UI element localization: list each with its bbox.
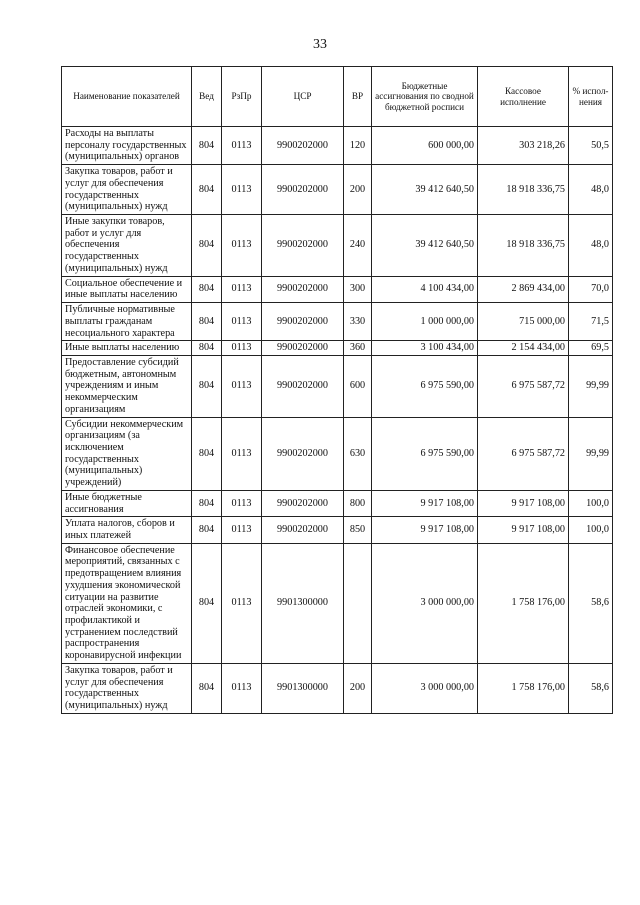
cell-cash: 9 917 108,00 [478,517,569,543]
cell-budget: 9 917 108,00 [372,517,478,543]
cell-cash: 9 917 108,00 [478,490,569,516]
cell-csr: 9900202000 [262,417,344,490]
cell-cash: 18 918 336,75 [478,215,569,277]
cell-ved: 804 [192,543,222,663]
cell-name: Финансовое обеспечение мероприятий, связанных с предотвращением влияния ухудшения экономической ситуации на развитие отраслей экономики, с профилактикой и устранением последствий распространения коронавирусной инфекции [62,543,192,663]
table-row [62,543,613,663]
budget-execution-table [61,66,613,714]
cell-csr: 9900202000 [262,276,344,302]
cell-name: Иные бюджетные ассигнования [62,490,192,516]
cell-csr: 9900202000 [262,127,344,165]
cell-pct: 99,99 [569,417,613,490]
cell-vr: 850 [344,517,372,543]
table-row [62,127,613,165]
cell-csr: 9900202000 [262,355,344,417]
cell-ved: 804 [192,165,222,215]
header-rzpr: РзПр [222,67,262,127]
cell-vr: 360 [344,341,372,356]
cell-ved: 804 [192,127,222,165]
cell-budget: 600 000,00 [372,127,478,165]
cell-vr: 200 [344,663,372,713]
table-row [62,355,613,417]
table-body [62,127,613,714]
cell-name: Иные закупки товаров, работ и услуг для обеспечения государственных (муниципальных) нужд [62,215,192,277]
table-row [62,417,613,490]
cell-rzpr: 0113 [222,215,262,277]
cell-budget: 1 000 000,00 [372,303,478,341]
cell-budget: 39 412 640,50 [372,215,478,277]
cell-name: Субсидии некоммерческим организациям (за исключением государственных (муниципальных) учреждений) [62,417,192,490]
cell-vr: 600 [344,355,372,417]
header-name: Наименование показателей [62,67,192,127]
cell-rzpr: 0113 [222,276,262,302]
cell-cash: 303 218,26 [478,127,569,165]
cell-csr: 9900202000 [262,341,344,356]
cell-csr: 9901300000 [262,543,344,663]
cell-csr: 9900202000 [262,165,344,215]
cell-ved: 804 [192,303,222,341]
cell-name: Закупка товаров, работ и услуг для обеспечения государственных (муниципальных) нужд [62,663,192,713]
header-pct: % испол-нения [569,67,613,127]
cell-pct: 71,5 [569,303,613,341]
cell-cash: 18 918 336,75 [478,165,569,215]
table-row [62,303,613,341]
cell-ved: 804 [192,276,222,302]
cell-vr: 200 [344,165,372,215]
header-row [62,67,613,127]
cell-cash: 1 758 176,00 [478,543,569,663]
cell-rzpr: 0113 [222,341,262,356]
cell-ved: 804 [192,517,222,543]
cell-rzpr: 0113 [222,663,262,713]
cell-cash: 2 154 434,00 [478,341,569,356]
cell-csr: 9901300000 [262,663,344,713]
cell-budget: 39 412 640,50 [372,165,478,215]
cell-budget: 6 975 590,00 [372,417,478,490]
cell-vr: 800 [344,490,372,516]
cell-cash: 715 000,00 [478,303,569,341]
cell-pct: 58,6 [569,543,613,663]
cell-cash: 1 758 176,00 [478,663,569,713]
cell-name: Расходы на выплаты персоналу государственных (муниципальных) органов [62,127,192,165]
cell-pct: 99,99 [569,355,613,417]
cell-pct: 100,0 [569,517,613,543]
cell-rzpr: 0113 [222,490,262,516]
cell-pct: 58,6 [569,663,613,713]
table-row [62,663,613,713]
cell-vr: 630 [344,417,372,490]
cell-budget: 3 000 000,00 [372,663,478,713]
cell-budget: 6 975 590,00 [372,355,478,417]
cell-csr: 9900202000 [262,490,344,516]
cell-name: Иные выплаты населению [62,341,192,356]
table-row [62,517,613,543]
cell-pct: 69,5 [569,341,613,356]
table-row [62,341,613,356]
cell-ved: 804 [192,215,222,277]
cell-rzpr: 0113 [222,127,262,165]
cell-ved: 804 [192,417,222,490]
cell-cash: 6 975 587,72 [478,355,569,417]
cell-name: Публичные нормативные выплаты гражданам несоциального характера [62,303,192,341]
cell-budget: 9 917 108,00 [372,490,478,516]
cell-budget: 3 000 000,00 [372,543,478,663]
table-row [62,165,613,215]
cell-rzpr: 0113 [222,517,262,543]
cell-ved: 804 [192,663,222,713]
cell-budget: 3 100 434,00 [372,341,478,356]
header-vr: ВР [344,67,372,127]
header-csr: ЦСР [262,67,344,127]
table-row [62,276,613,302]
cell-vr: 120 [344,127,372,165]
table-row [62,215,613,277]
cell-rzpr: 0113 [222,165,262,215]
cell-csr: 9900202000 [262,303,344,341]
cell-ved: 804 [192,490,222,516]
cell-pct: 50,5 [569,127,613,165]
cell-csr: 9900202000 [262,215,344,277]
cell-ved: 804 [192,341,222,356]
cell-rzpr: 0113 [222,543,262,663]
cell-vr: 330 [344,303,372,341]
cell-pct: 100,0 [569,490,613,516]
page-number: 33 [313,37,327,52]
cell-pct: 48,0 [569,165,613,215]
cell-vr [344,543,372,663]
cell-vr: 240 [344,215,372,277]
cell-rzpr: 0113 [222,417,262,490]
cell-name: Закупка товаров, работ и услуг для обеспечения государственных (муниципальных) нужд [62,165,192,215]
table-row [62,490,613,516]
cell-name: Предоставление субсидий бюджетным, автономным учреждениям и иным некоммерческим организациям [62,355,192,417]
cell-cash: 2 869 434,00 [478,276,569,302]
cell-pct: 70,0 [569,276,613,302]
cell-ved: 804 [192,355,222,417]
cell-vr: 300 [344,276,372,302]
cell-rzpr: 0113 [222,355,262,417]
cell-name: Уплата налогов, сборов и иных платежей [62,517,192,543]
cell-cash: 6 975 587,72 [478,417,569,490]
cell-name: Социальное обеспечение и иные выплаты населению [62,276,192,302]
header-cash: Кассовое исполнение [478,67,569,127]
cell-pct: 48,0 [569,215,613,277]
header-ved: Вед [192,67,222,127]
cell-budget: 4 100 434,00 [372,276,478,302]
cell-csr: 9900202000 [262,517,344,543]
header-budget: Бюджетные ассигнования по сводной бюджетной росписи [372,67,478,127]
cell-rzpr: 0113 [222,303,262,341]
